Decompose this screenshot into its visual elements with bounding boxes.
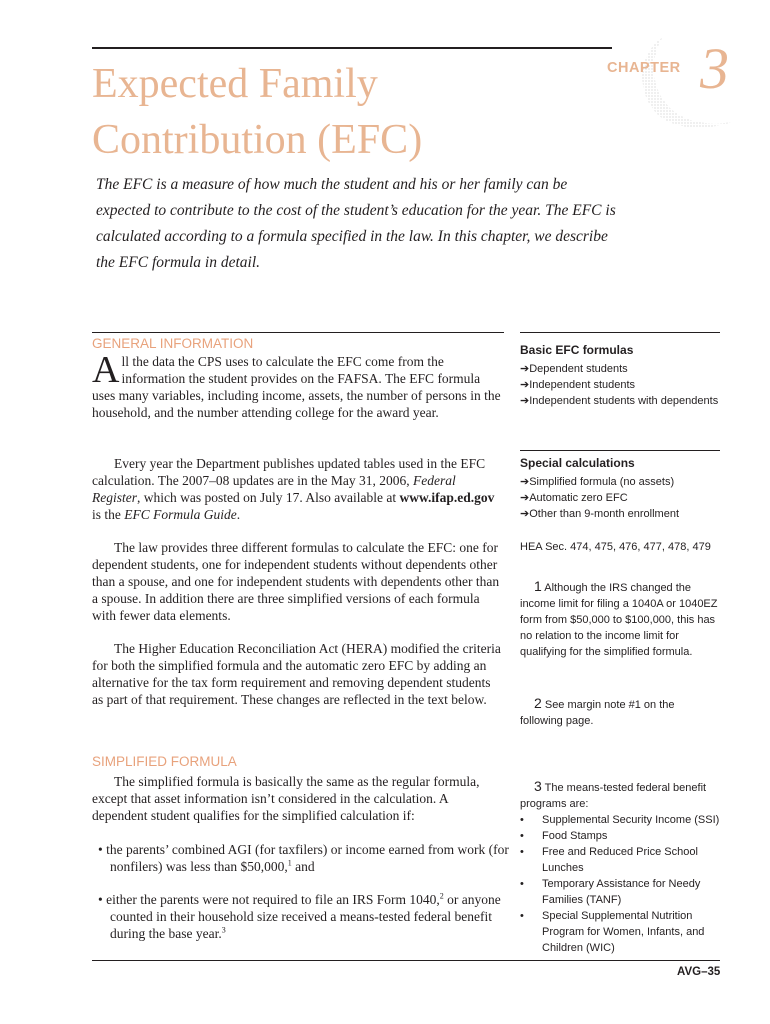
bottom-rule: [92, 960, 720, 961]
chapter-label: CHAPTER: [607, 60, 681, 76]
page-number: AVG–35: [677, 966, 721, 978]
general-paragraph-1: All the data the CPS uses to calculate the EFC come from the information the student provides on the FAFSA. The EFC formula uses many variables, including income, assets, the number of persons in the household, and the number attending college for the award year.: [92, 349, 501, 420]
footnote-2: 2 See margin note #1 on the following page.: [520, 695, 675, 727]
chapter-number: 3: [700, 36, 729, 101]
special-item-non-9-month: ➔Other than 9-month enrollment: [520, 508, 680, 520]
benefit-item-food-stamps: • Food Stamps: [520, 830, 608, 842]
general-paragraph-4: The Higher Education Reconciliation Act (HERA) modified the criteria for both the simplified formula and the automatic zero EFC by adding an alternative for the tax form requirement and removing dependent students as part of that requirement. These changes are reflected in the text below.: [92, 641, 501, 707]
basic-formulas-list: [520, 361, 720, 409]
benefit-item-school-lunches: • Free and Reduced Price School Lunches: [520, 846, 698, 874]
basic-item-independent-dependents: ➔Independent students with dependents: [520, 395, 719, 407]
special-calculations-heading: Special calculations: [520, 456, 635, 470]
page-title: [92, 56, 422, 168]
basic-item-dependent: ➔Dependent students: [520, 363, 628, 375]
simplified-paragraph: The simplified formula is basically the same as the regular formula, except that asset information isn’t considered in the calculation. A dependent student qualifies for the simplified calculation if:: [92, 774, 480, 823]
title-line-2: Contribution (EFC): [92, 117, 423, 163]
drop-cap: A: [92, 349, 120, 391]
benefit-item-tanf: • Temporary Assistance for Needy Families (TANF): [520, 878, 701, 906]
sidebar-rule-1: [520, 332, 720, 333]
top-rule: [92, 47, 612, 49]
footnote-3: 3 The means-tested federal benefit programs are: • Supplemental Security Income (SSI) • Food Stamps • Free and Reduced Price School Lunches • Temporary Assistance for Needy Families (TANF) • Special Supplemental Nutrition Program for Women, Infants, and Children (WIC): [520, 778, 720, 954]
basic-item-independent: ➔Independent students: [520, 379, 636, 391]
simplified-heading: SIMPLIFIED FORMULA: [92, 754, 237, 769]
chapter-intro: The EFC is a measure of how much the student and his or her family can be expected to contribute to the cost of the student’s education for the year. The EFC is calculated according to a formula specified in the law. In this chapter, we describe the EFC formula in detail.: [96, 176, 616, 271]
general-paragraph-2: Every year the Department publishes updated tables used in the EFC calculation. The 2007–08 updates are in the May 31, 2006, Federal Register, which was posted on July 17. Also available at www.ifap.ed.gov is the EFC Formula Guide.: [92, 456, 495, 522]
benefit-item-wic: • Special Supplemental Nutrition Program for Women, Infants, and Children (WIC): [520, 910, 705, 954]
benefit-item-ssi: • Supplemental Security Income (SSI): [520, 814, 720, 826]
basic-formulas-heading: Basic EFC formulas: [520, 343, 634, 357]
sidebar-rule-2: [520, 450, 720, 451]
general-paragraph-3: The law provides three different formulas to calculate the EFC: one for dependent students, one for independent students without dependents other than a spouse, and one for independent students with dependents other than a spouse. In addition there are three simplified versions of each formula with fewer data elements.: [92, 540, 500, 623]
general-rule: [92, 332, 504, 333]
simplified-bullet-2: • either the parents were not required to file an IRS Form 1040,$^2$ or anyone counted in their household size received a means-tested federal benefit during the base year.$^3$: [98, 891, 501, 941]
ifap-link[interactable]: www.ifap.ed.gov: [399, 490, 495, 505]
footnote-1: 1 Although the IRS changed the income limit for filing a 1040A or 1040EZ form from $50,000 to $100,000, this has no relation to the income limit for qualifying for the simplified formula.: [520, 578, 718, 658]
simplified-bullet-1: • the parents’ combined AGI (for taxfilers) or income earned from work (for nonfilers) was less than $50,000,$^1$ and: [98, 842, 509, 874]
general-heading: GENERAL INFORMATION: [92, 336, 254, 351]
special-item-auto-zero: ➔Automatic zero EFC: [520, 492, 628, 504]
hea-reference: HEA Sec. 474, 475, 476, 477, 478, 479: [520, 541, 711, 553]
special-calculations-list: [520, 474, 720, 522]
title-line-1: Expected Family: [92, 61, 378, 107]
special-item-simplified: ➔Simplified formula (no assets): [520, 476, 675, 488]
